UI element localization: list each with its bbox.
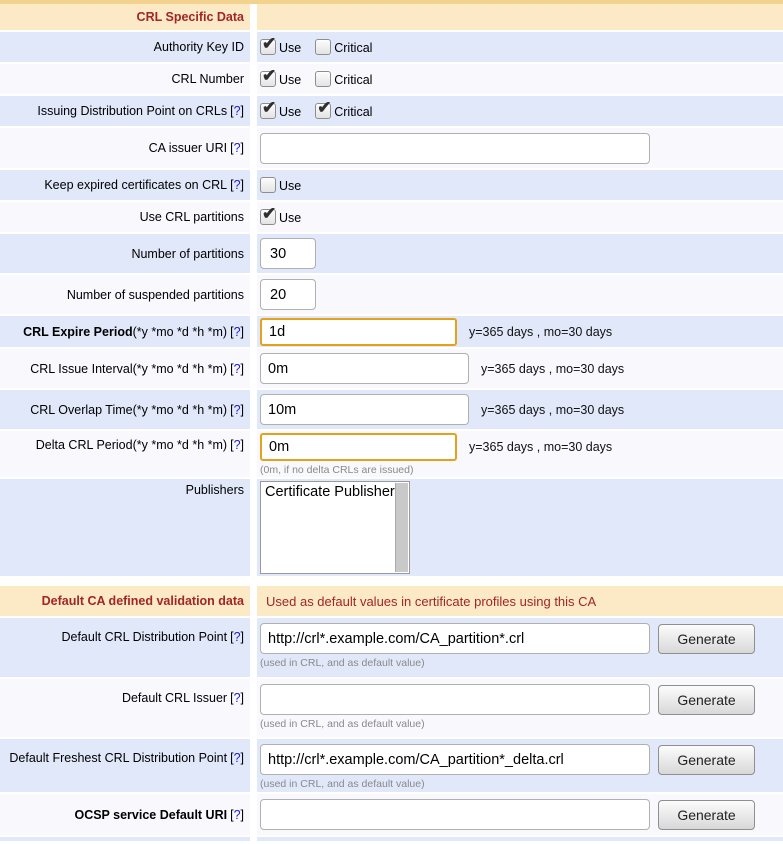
crl-number-use-checkbox[interactable] — [260, 71, 276, 87]
number-of-partitions-input[interactable] — [260, 238, 316, 269]
help-link[interactable]: ? — [233, 104, 241, 118]
use-crl-partitions-use-checkbox[interactable] — [260, 209, 276, 225]
row-default-crl-distribution-point — [0, 618, 783, 677]
help-link[interactable]: ? — [233, 630, 241, 644]
row-default-crl-issuer — [0, 679, 783, 737]
default-validation-data-subtitle: Used as default values in certificate profiles using this CA — [266, 593, 597, 609]
critical-checkbox-label: Critical — [334, 41, 373, 55]
period-hint: y=365 days , mo=30 days — [481, 402, 625, 417]
used-in-crl-note: (used in CRL, and as default value) — [260, 778, 425, 790]
default-crl-issuer-label: Default CRL Issuer [?] — [121, 691, 244, 705]
ca-issuer-uri-label: CA issuer URI [?] — [148, 141, 244, 155]
default-crl-issuer-input[interactable] — [260, 684, 650, 715]
row-delta-crl-period — [0, 431, 783, 477]
generate-button[interactable]: Generate — [658, 685, 755, 715]
help-link[interactable]: ? — [233, 438, 241, 452]
issuing-distribution-point-use-checkbox[interactable] — [260, 103, 276, 119]
use-crl-partitions-use-group — [260, 209, 301, 225]
crl-number-label: CRL Number — [171, 72, 244, 86]
help-link[interactable]: ? — [233, 361, 241, 376]
critical-checkbox-label: Critical — [334, 105, 373, 119]
issuing-distribution-point-critical-group — [315, 103, 372, 119]
delta-crl-period-input[interactable] — [260, 433, 457, 461]
row-ca-issuer-uri — [0, 128, 783, 168]
publishers-listbox[interactable] — [260, 481, 410, 574]
period-hint: y=365 days , mo=30 days — [469, 440, 613, 454]
use-checkbox-label: Use — [279, 179, 302, 193]
row-number-of-partitions — [0, 234, 783, 273]
crl-issue-interval-label: CRL Issue Interval(*y *mo *d *h *m) [?] — [30, 361, 244, 376]
section-header-default-validation-data — [0, 586, 783, 616]
generate-button[interactable]: Generate — [658, 800, 755, 830]
authority-key-id-label: Authority Key ID — [153, 40, 244, 54]
row-crl-expire-period — [0, 316, 783, 347]
row-number-of-suspended-partitions — [0, 275, 783, 314]
critical-checkbox-label: Critical — [334, 73, 373, 87]
used-in-crl-note: (used in CRL, and as default value) — [260, 718, 425, 730]
help-link[interactable]: ? — [233, 807, 241, 822]
crl-number-critical-group — [315, 71, 372, 87]
used-in-crl-note: (used in CRL, and as default value) — [260, 657, 425, 669]
row-issuing-distribution-point — [0, 96, 783, 126]
authority-key-id-use-checkbox[interactable] — [260, 39, 276, 55]
generate-button[interactable]: Generate — [658, 745, 755, 775]
help-link[interactable]: ? — [233, 691, 241, 705]
crl-expire-period-input[interactable] — [260, 318, 457, 346]
period-hint: y=365 days , mo=30 days — [469, 324, 613, 339]
authority-key-id-critical-checkbox[interactable] — [315, 39, 331, 55]
ocsp-service-default-uri-input[interactable] — [260, 799, 650, 830]
help-link[interactable]: ? — [233, 141, 241, 155]
default-freshest-crl-distribution-point-input[interactable] — [260, 744, 650, 775]
next-row-partial — [0, 837, 783, 841]
use-checkbox-label: Use — [279, 211, 302, 225]
issuing-distribution-point-critical-checkbox[interactable] — [315, 103, 331, 119]
help-link[interactable]: ? — [233, 402, 241, 417]
help-link[interactable]: ? — [233, 324, 241, 339]
crl-overlap-time-label: CRL Overlap Time(*y *mo *d *h *m) [?] — [30, 402, 244, 417]
use-crl-partitions-label: Use CRL partitions — [139, 210, 244, 224]
crl-specific-data-title: CRL Specific Data — [136, 10, 244, 24]
row-publishers — [0, 479, 783, 576]
keep-expired-use-checkbox[interactable] — [260, 177, 276, 193]
section-header-crl-specific-data — [0, 4, 783, 30]
crl-number-critical-checkbox[interactable] — [315, 71, 331, 87]
issuing-distribution-point-use-group — [260, 103, 301, 119]
row-crl-number — [0, 64, 783, 94]
default-freshest-crl-distribution-point-label: Default Freshest CRL Distribution Point [?] — [9, 751, 244, 765]
default-validation-data-title: Default CA defined validation data — [41, 594, 244, 608]
crl-issue-interval-input[interactable] — [260, 353, 469, 384]
number-of-suspended-partitions-label: Number of suspended partitions — [66, 287, 244, 302]
row-crl-overlap-time — [0, 390, 783, 429]
ca-issuer-uri-input[interactable] — [260, 133, 650, 164]
publishers-label: Publishers — [185, 483, 244, 497]
row-use-crl-partitions — [0, 202, 783, 232]
row-ocsp-service-default-uri — [0, 794, 783, 835]
crl-expire-period-label: CRL Expire Period(*y *mo *d *h *m) [?] — [23, 324, 244, 339]
listbox-scrollbar[interactable] — [395, 483, 408, 572]
row-crl-issue-interval — [0, 349, 783, 388]
use-checkbox-label: Use — [279, 105, 302, 119]
crl-number-use-group — [260, 71, 301, 87]
default-crl-distribution-point-label: Default CRL Distribution Point [?] — [61, 630, 244, 644]
use-checkbox-label: Use — [279, 41, 302, 55]
delta-crl-period-note: (0m, if no delta CRLs are issued) — [260, 464, 414, 476]
keep-expired-certificates-label: Keep expired certificates on CRL [?] — [44, 178, 244, 192]
authority-key-id-use-group — [260, 39, 301, 55]
generate-button[interactable]: Generate — [658, 624, 755, 654]
publisher-option[interactable]: Certificate Publisher — [265, 484, 395, 500]
help-link[interactable]: ? — [233, 178, 241, 192]
crl-overlap-time-input[interactable] — [260, 394, 469, 425]
use-checkbox-label: Use — [279, 73, 302, 87]
default-crl-distribution-point-input[interactable] — [260, 623, 650, 654]
ocsp-service-default-uri-label: OCSP service Default URI [?] — [74, 807, 244, 822]
issuing-distribution-point-label: Issuing Distribution Point on CRLs [?] — [37, 104, 244, 118]
help-link[interactable]: ? — [233, 751, 241, 765]
row-authority-key-id — [0, 32, 783, 62]
row-default-freshest-crl-distribution-point — [0, 739, 783, 792]
authority-key-id-critical-group — [315, 39, 372, 55]
row-keep-expired-certificates — [0, 170, 783, 200]
period-hint: y=365 days , mo=30 days — [481, 361, 625, 376]
delta-crl-period-label: Delta CRL Period(*y *mo *d *h *m) [?] — [35, 438, 244, 452]
number-of-partitions-label: Number of partitions — [131, 246, 244, 261]
number-of-suspended-partitions-input[interactable] — [260, 279, 316, 310]
keep-expired-use-group — [260, 177, 301, 193]
